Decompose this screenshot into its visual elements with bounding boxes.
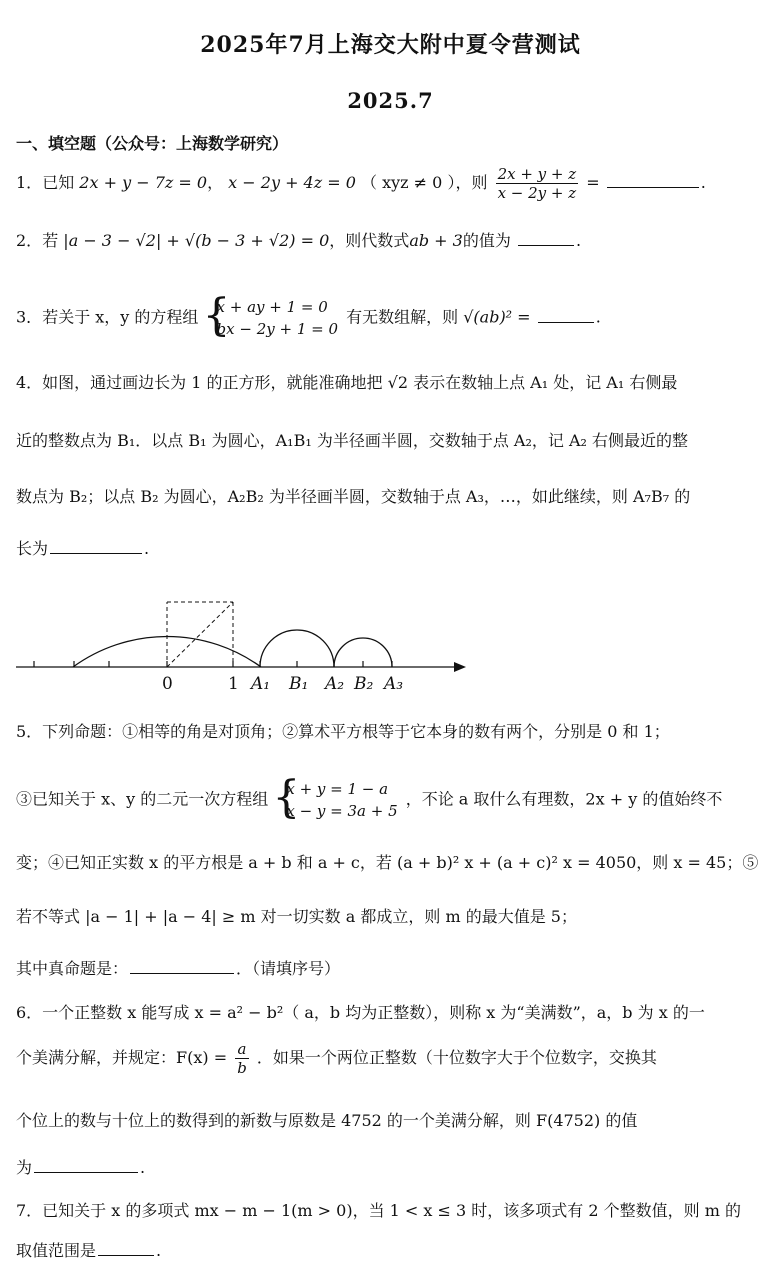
q1-eq2: x − 2y + 4z = 0 [228,173,356,192]
q6-line-2-b: ．如果一个两位正整数（十位数字大于个位数字，交换其 [256,1048,657,1067]
q1-equals: = [586,173,600,192]
q1-answer-blank[interactable] [607,186,699,188]
q2-expression: |a − 3 − √2| + √(b − 3 + √2) = 0 [63,231,330,250]
label-b1: B₁ [289,674,309,694]
q5-line-2-b: ，不论 a 取什么有理数，2x + y 的值始终不 [405,789,723,809]
q5-line-2-a: ③已知关于 x、y 的二元一次方程组 [16,789,269,809]
q1-numerator: 2x + y + z [497,165,577,183]
page-date: 2025.7 [347,88,434,113]
q4-line-4: 长为 . [16,539,150,558]
q6-line-2-a: 个美满分解，并规定：F(x) = [16,1048,228,1067]
q3-eq1: { x + ay + 1 = 0 [216,298,328,316]
q2-text-c: 的值为 [462,231,511,250]
q2-number: 2． [16,231,43,250]
unit-square [167,602,233,667]
q6-fraction [235,1040,249,1077]
q5-line-1: 5．下列命题：①相等的角是对顶角；②算术平方根等于它本身的数有两个，分别是 0 和 1； [16,722,670,741]
q3-eq2: bx − 2y + 1 = 0 [216,320,339,338]
q6-line-3: 个位上的数与十位上的数得到的新数与原数是 4752 的一个美满分解，则 F(4752) 的值 [16,1111,638,1130]
label-a1: A₁ [251,674,271,694]
q5-eq2: x − y = 3a + 5 [286,802,398,820]
q3-text-b: 有无数组解，则 [346,307,459,327]
q1-denominator: x − 2y + z [497,184,577,202]
q3-expression: √(ab)² = [463,307,531,327]
label-a2: A₂ [325,674,345,694]
q5-line-5-b: ．（请填序号） [236,959,341,978]
q7-line-2-text: 取值范围是 [16,1241,97,1260]
label-0: 0 [162,674,173,694]
number-line-figure [14,565,474,695]
q5-equation-system [276,778,397,822]
q6-numerator: a [235,1040,249,1059]
q5-line-5 [16,958,769,980]
q5-line-2 [16,778,769,822]
q2-expression-2: ab + 3 [409,231,463,250]
q1-eq1: 2x + y − 7z = 0 [79,173,208,192]
q3-number: 3． [16,307,43,327]
q2-text-a: 若 [42,231,59,250]
q2-answer-blank[interactable] [518,244,574,246]
q5-line-5-a: 其中真命题是： [16,959,129,978]
q4-line-4-text: 长为 [16,539,49,558]
q1-text-b: ，则 [455,173,488,192]
q1-fraction [496,165,579,202]
q7-line-2: 取值范围是 . [16,1241,162,1260]
q6-line-4: 为 . [16,1158,146,1177]
q5-line-3: 变；④已知正实数 x 的平方根是 a + b 和 a + c，若 (a + b)² x + (a + c)² x = 4050，则 x = 45；⑤ [16,853,759,872]
label-1: 1 [228,674,239,694]
q6-answer-blank[interactable] [34,1171,138,1173]
label-b2: B₂ [354,674,374,694]
q5-eq1: { x + y = 1 − a [286,780,389,798]
q4-line-2: 近的整数点为 B₁．以点 B₁ 为圆心，A₁B₁ 为半径画半圆，交数轴于点 A₂，记 A₂ 右侧最近的整 [16,431,689,450]
q1-number: 1． [16,173,43,192]
q2-text-b: ，则代数式 [329,231,410,250]
q4-answer-blank[interactable] [50,552,142,554]
q5-line-4: 若不等式 |a − 1| + |a − 4| ≥ m 对一切实数 a 都成立，则 m 的最大值是 5； [16,907,577,926]
section-heading: 一、填空题（公众号：上海数学研究） [16,134,289,153]
q4-line-3: 数点为 B₂；以点 B₂ 为圆心，A₂B₂ 为半径画半圆，交数轴于点 A₃，…，如此继续，则 A₇B₇ 的 [16,487,691,506]
q1-condition: （ xyz ≠ 0 ） [361,173,456,192]
q7-answer-blank[interactable] [98,1254,154,1256]
question-2: 2．若 |a − 3 − √2| + √(b − 3 + √2) = 0，则代数式ab + 3的值为 . [16,231,582,250]
q6-line-4-text: 为 [16,1158,33,1177]
q1-text-a: 已知 [42,173,75,192]
q5-answer-blank[interactable] [130,972,234,974]
axis-ticks [34,661,392,667]
q3-equation-system [207,296,338,340]
question-3: 3．若关于 x，y 的方程组 { x + ay + 1 = 0 bx − 2y + 1 = 0 有无数组解，则 √(ab)² = . [16,296,769,340]
label-a3: A₃ [384,674,404,694]
q3-answer-blank[interactable] [538,321,594,323]
axis-arrow-icon [454,662,466,672]
q6-denominator: b [237,1059,247,1077]
question-1: 1．已知 2x + y − 7z = 0， x − 2y + 4z = 0 （ xyz ≠ 0 ），则 $\frac{2x + y + z}{x - 2y + z}$ = . [16,165,706,202]
q7-line-1: 7．已知关于 x 的多项式 mx − m − 1(m > 0)，当 1 < x ≤ 3 时，该多项式有 2 个整数值，则 m 的 [16,1201,741,1220]
page-title: 2025年7月上海交大附中夏令营测试 [200,32,581,58]
q3-text-a: 若关于 x，y 的方程组 [42,307,199,327]
q6-line-2 [16,1040,769,1077]
q4-line-1: 4．如图，通过画边长为 1 的正方形，就能准确地把 √2 表示在数轴上点 A₁ 处，记 A₁ 右侧最 [16,373,678,392]
q6-line-1: 6．一个正整数 x 能写成 x = a² − b²（ a，b 均为正整数），则称 x 为“美满数”，a，b 为 x 的一 [16,1003,705,1022]
